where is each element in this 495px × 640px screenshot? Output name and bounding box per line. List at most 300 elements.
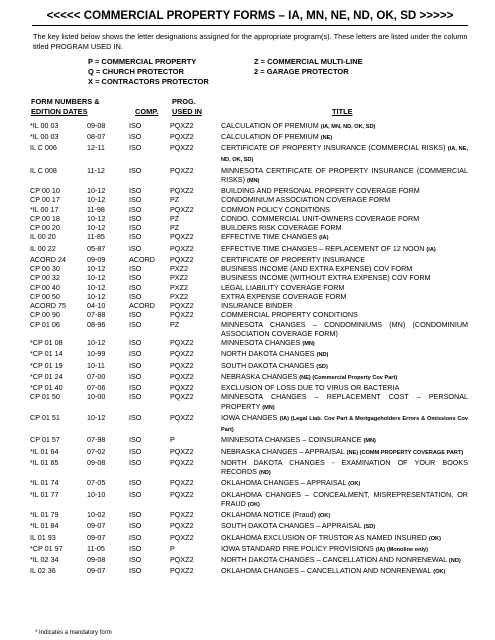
form-title-text: COMMON POLICY CONDITIONS (221, 204, 330, 214)
company: ISO (129, 282, 142, 292)
edition-date: 08-96 (87, 319, 106, 329)
table-row (32, 273, 468, 282)
table-row (32, 521, 468, 532)
table-row (32, 244, 468, 255)
program-used-in: PQXZ2 (170, 349, 194, 359)
form-title (221, 186, 468, 195)
program-used-in: PQXZ2 (170, 254, 194, 264)
program-used-in: PQXZ2 (170, 555, 194, 565)
edition-date: 10-00 (87, 392, 106, 402)
form-number: *IL 00 03 (30, 120, 59, 130)
form-title (221, 447, 468, 458)
form-title (221, 555, 468, 566)
form-title-text: OKLAHOMA CHANGES – CONCEALMENT, MISREPRESENTATION, OR FRAUD (221, 489, 468, 508)
program-used-in: PXZ2 (170, 264, 188, 274)
form-title-text: CONDO. COMMERCIAL UNIT-OWNERS COVERAGE FORM (221, 213, 420, 223)
form-title (221, 166, 468, 187)
state-note: (MN) (262, 404, 275, 411)
edition-date: 05-87 (87, 243, 106, 253)
form-title-text: OKLAHOMA EXCLUSION OF TRUSTOR AS NAMED INSURED (221, 532, 427, 542)
header-form-numbers: FORM NUMBERS & (31, 96, 100, 106)
form-title-text: EFFECTIVE TIME CHANGES (221, 232, 318, 242)
form-number: *IL 01 74 (30, 478, 59, 488)
header-prog: PROG. (172, 96, 196, 106)
state-note: (IA) (426, 246, 436, 253)
program-used-in: P (170, 435, 175, 445)
form-number: CP 00 17 (30, 195, 60, 205)
table-row (32, 510, 468, 521)
form-title (221, 435, 468, 446)
table-row (32, 338, 468, 349)
edition-date: 10-12 (87, 223, 106, 233)
company: ISO (129, 566, 142, 576)
form-title (221, 338, 468, 349)
table-row (32, 383, 468, 392)
state-note: (ND) (258, 470, 271, 477)
company: ISO (129, 319, 142, 329)
form-title (221, 255, 468, 264)
table-row (32, 255, 468, 264)
form-title (221, 301, 468, 310)
form-title (221, 521, 468, 532)
table-row (32, 413, 468, 436)
state-note: (SD) (316, 363, 328, 370)
state-note: (IA) (Monoline only) (375, 546, 429, 553)
state-note: (ND) (316, 352, 329, 359)
legend-2: 2 = GARAGE PROTECTOR (254, 66, 349, 76)
legend-z: Z = COMMERCIAL MULTI-LINE (254, 56, 363, 66)
form-title-text: SOUTH DAKOTA CHANGES (221, 360, 315, 370)
header-comp: COMP. (135, 106, 159, 116)
table-row (32, 566, 468, 577)
program-used-in: PXZ2 (170, 291, 188, 301)
program-used-in: PQXZ2 (170, 521, 194, 531)
form-title (221, 132, 468, 143)
program-used-in: PZ (170, 195, 180, 205)
form-title-text: IOWA STANDARD FIRE POLICY PROVISIONS (221, 543, 374, 553)
edition-date: 11-85 (87, 232, 105, 242)
form-title-text: BUSINESS INCOME (AND EXTRA EXPENSE) COV FORM (221, 264, 413, 274)
company: ISO (129, 213, 142, 223)
company: ISO (129, 291, 142, 301)
form-title-text: OKLAHOMA NOTICE (Fraud) (221, 510, 317, 520)
form-number: *IL 01 79 (30, 510, 59, 520)
form-title-text: CONDOMINIUM ASSOCIATION COVERAGE FORM (221, 195, 391, 205)
edition-date: 09-08 (87, 555, 106, 565)
form-title-text: LEGAL LIABILITY COVERAGE FORM (221, 282, 345, 292)
form-title (221, 273, 468, 282)
program-used-in: PQXZ2 (170, 510, 194, 520)
form-number: CP 00 10 (30, 186, 60, 196)
form-number: *IL 01 77 (30, 489, 59, 499)
table-row (32, 223, 468, 232)
state-note: (IA) (319, 235, 329, 242)
state-note: (OK) (428, 535, 441, 542)
edition-date: 10-12 (87, 264, 106, 274)
edition-date: 09-07 (87, 521, 106, 531)
form-number: CP 00 32 (30, 273, 60, 283)
form-title (221, 392, 468, 413)
form-title (221, 566, 468, 577)
form-title (221, 361, 468, 372)
form-title (221, 372, 468, 383)
form-title (221, 544, 468, 555)
company: ISO (129, 243, 142, 253)
form-title (221, 490, 468, 511)
edition-date: 10-12 (87, 412, 106, 422)
form-title (221, 223, 468, 232)
company: ISO (129, 165, 142, 175)
form-title-text: NORTH DAKOTA CHANGES - EXAMINATION OF YOUR BOOKS RECORDS (221, 457, 468, 477)
form-title-text: EXCLUSION OF LOSS DUE TO VIRUS OR BACTERIA (221, 383, 400, 393)
table-row (32, 320, 468, 339)
table-row (32, 555, 468, 566)
company: ISO (129, 457, 142, 467)
state-note: (NE) (Commercial Property Cov Part) (299, 374, 398, 381)
form-title (221, 320, 468, 339)
form-title (221, 292, 468, 301)
table-row (32, 205, 468, 214)
edition-date: 09-09 (87, 254, 106, 264)
company: ISO (129, 371, 142, 381)
edition-date: 10-99 (87, 349, 106, 359)
form-title-text: MINNESOTA CHANGES – REPLACEMENT COST – PERSONAL PROPERTY (221, 392, 468, 411)
form-title-text: OKLAHOMA CHANGES – APPRAISAL (221, 478, 347, 488)
program-used-in: P (170, 543, 175, 553)
form-number: *CP 01 14 (30, 349, 63, 359)
form-title-text: CERTIFICATE OF PROPERTY INSURANCE (COMMERCIAL RISKS) (221, 143, 446, 153)
edition-date: 10-12 (87, 186, 106, 196)
form-title-text: NEBRASKA CHANGES – APPRAISAL (221, 446, 345, 456)
legend-x: X = CONTRACTORS PROTECTOR (88, 76, 209, 86)
table-row (32, 264, 468, 273)
program-used-in: PQXZ2 (170, 360, 194, 370)
title-divider (32, 25, 468, 26)
form-number: CP 00 18 (30, 213, 60, 223)
program-used-in: PQXZ2 (170, 143, 194, 153)
edition-date: 10-02 (87, 510, 106, 520)
forms-table (32, 121, 468, 578)
table-row (32, 132, 468, 143)
program-used-in: PQXZ2 (170, 131, 194, 141)
state-note: (OK) (247, 501, 260, 508)
company: ISO (129, 131, 142, 141)
edition-date: 07-05 (87, 478, 106, 488)
table-row (32, 310, 468, 319)
form-number: *IL 00 03 (30, 131, 59, 141)
state-note: (ND) (448, 558, 461, 565)
state-note: (IA) (Legal Liab. Cov Part & Mortgageholders Errors & Omissions Cov Part) (221, 415, 469, 434)
form-title-text: BUSINESS INCOME (WITHOUT EXTRA EXPENSE) COV FORM (221, 273, 431, 283)
form-title (221, 205, 468, 214)
form-title-text: IOWA CHANGES (221, 412, 278, 422)
edition-date: 09-07 (87, 532, 106, 542)
table-row (32, 372, 468, 383)
program-used-in: PXZ2 (170, 273, 188, 283)
edition-date: 08-07 (87, 131, 106, 141)
company: ISO (129, 338, 142, 348)
table-row (32, 533, 468, 544)
company: ISO (129, 383, 142, 393)
form-title (221, 121, 468, 132)
program-used-in: PQXZ2 (170, 446, 194, 456)
state-note: (MN) (302, 341, 315, 348)
form-number: IL 00 22 (30, 243, 56, 253)
state-note: (MN) (363, 438, 376, 445)
legend-p: P = COMMERCIAL PROPERTY (88, 56, 197, 66)
table-row (32, 458, 468, 479)
edition-date: 09-08 (87, 457, 106, 467)
program-used-in: PQXZ2 (170, 383, 194, 393)
form-title (221, 458, 468, 479)
program-used-in: PQXZ2 (170, 532, 194, 542)
form-title (221, 283, 468, 292)
form-title-text: EXTRA EXPENSE COVERAGE FORM (221, 291, 347, 301)
form-title (221, 413, 468, 436)
company: ISO (129, 555, 142, 565)
table-row (32, 490, 468, 511)
program-used-in: PQXZ2 (170, 165, 194, 175)
form-number: *CP 01 40 (30, 383, 63, 393)
form-title (221, 195, 468, 204)
state-note: (OK) (318, 513, 331, 520)
program-used-in: PZ (170, 213, 180, 223)
state-note: (OK) (348, 481, 361, 488)
header-used-in: USED IN (172, 106, 202, 116)
table-row (32, 292, 468, 301)
table-row (32, 301, 468, 310)
form-title-text: MINNESOTA CHANGES – CONDOMINIUMS (MN) (CONDOMINIUM ASSOCIATION COVERAGE FORM) (221, 319, 468, 338)
form-title (221, 143, 468, 166)
forms-page (32, 8, 468, 578)
form-title (221, 244, 468, 255)
company: ISO (129, 204, 142, 214)
edition-date: 07-98 (87, 435, 106, 445)
company: ISO (129, 392, 142, 402)
header-edition-dates: EDITION DATES (31, 106, 88, 116)
form-number: *IL 01 65 (30, 457, 59, 467)
form-title-text: NEBRASKA CHANGES (221, 371, 298, 381)
form-number: ACORD 75 (30, 301, 66, 311)
company: ISO (129, 435, 142, 445)
table-row (32, 478, 468, 489)
form-title-text: OKLAHOMA CHANGES – CANCELLATION AND NONRENEWAL (221, 566, 432, 576)
program-used-in: PQXZ2 (170, 489, 194, 499)
program-used-in: PQXZ2 (170, 457, 194, 467)
form-title-text: MINNESOTA CHANGES – COINSURANCE (221, 435, 362, 445)
form-number: CP 01 51 (30, 412, 60, 422)
program-used-in: PZ (170, 319, 180, 329)
form-title (221, 264, 468, 273)
form-number: *CP 01 24 (30, 371, 63, 381)
program-used-in: PQXZ2 (170, 243, 194, 253)
edition-date: 07-88 (87, 310, 106, 320)
form-title (221, 510, 468, 521)
column-headers (32, 97, 468, 121)
program-used-in: PZ (170, 223, 180, 233)
table-row (32, 232, 468, 243)
company: ISO (129, 412, 142, 422)
form-number: *CP 01 19 (30, 360, 63, 370)
form-number: IL 00 20 (30, 232, 56, 242)
edition-date: 09-08 (87, 120, 106, 130)
company: ISO (129, 543, 142, 553)
state-note: (NE) (COMM PROPERTY COVERAGE PART) (346, 449, 464, 456)
company: ISO (129, 360, 142, 370)
form-title-text: BUILDERS RISK COVERAGE FORM (221, 223, 342, 233)
edition-date: 10-12 (87, 195, 106, 205)
edition-date: 09-07 (87, 566, 106, 576)
edition-date: 10-12 (87, 282, 106, 292)
form-number: *CP 01 08 (30, 338, 63, 348)
form-number: IL 02 36 (30, 566, 56, 576)
form-title (221, 232, 468, 243)
form-title (221, 310, 468, 319)
edition-date: 12-11 (87, 143, 105, 153)
edition-date: 11-98 (87, 204, 105, 214)
state-note: (SD) (363, 524, 376, 531)
edition-date: 10-12 (87, 273, 106, 283)
company: ISO (129, 489, 142, 499)
company: ISO (129, 510, 142, 520)
form-title-text: MINNESOTA CHANGES (221, 338, 301, 348)
company: ISO (129, 120, 142, 130)
company: ISO (129, 446, 142, 456)
table-row (32, 435, 468, 446)
form-title-text: CERTIFICATE OF PROPERTY INSURANCE (221, 254, 366, 264)
program-used-in: PQXZ2 (170, 186, 194, 196)
form-number: CP 00 20 (30, 223, 60, 233)
form-title-text: CALCULATION OF PREMIUM (221, 131, 319, 141)
edition-date: 10-11 (87, 360, 105, 370)
table-row (32, 121, 468, 132)
program-used-in: PQXZ2 (170, 392, 194, 402)
state-note: (IA, NE, ND, OK, SD) (221, 146, 469, 164)
form-number: *IL 01 84 (30, 521, 59, 531)
edition-date: 11-12 (87, 165, 105, 175)
edition-date: 10-12 (87, 338, 106, 348)
program-used-in: PQXZ2 (170, 338, 194, 348)
program-legend (32, 57, 468, 88)
form-number: CP 00 50 (30, 291, 60, 301)
form-title (221, 214, 468, 223)
edition-date: 10-12 (87, 291, 106, 301)
state-note: (OK) (433, 569, 446, 576)
edition-date: 07-06 (87, 383, 106, 393)
footnote: * Indicates a mandatory form (35, 630, 112, 636)
form-number: *IL 02 34 (30, 555, 59, 565)
form-title (221, 349, 468, 360)
program-used-in: PQXZ2 (170, 478, 194, 488)
table-row (32, 214, 468, 223)
company: ISO (129, 310, 142, 320)
program-used-in: PQXZ2 (170, 301, 194, 311)
header-title: TITLE (332, 106, 353, 116)
form-number: *IL 01 64 (30, 446, 59, 456)
program-used-in: PQXZ2 (170, 566, 194, 576)
edition-date: 10-12 (87, 213, 106, 223)
company: ISO (129, 349, 142, 359)
form-title-text: NORTH DAKOTA CHANGES – CANCELLATION AND NONRENEWAL (221, 555, 447, 565)
edition-date: 04-10 (87, 301, 106, 311)
edition-date: 07-02 (87, 446, 106, 456)
page-title: <<<<< COMMERCIAL PROPERTY FORMS – IA, MN, NE, ND, OK, SD >>>>> (46, 9, 454, 22)
state-note: (NE) (320, 134, 333, 141)
company: ISO (129, 186, 142, 196)
intro-paragraph: The key listed below shows the letter designations assigned for the appropriate program(s). These letters are listed under the column titled PROGRAM USED IN. (33, 32, 468, 52)
company: ISO (129, 143, 142, 153)
company: ISO (129, 195, 142, 205)
edition-date: 10-10 (87, 489, 106, 499)
program-used-in: PXZ2 (170, 282, 188, 292)
program-used-in: PQXZ2 (170, 204, 194, 214)
form-title-text: BUILDING AND PERSONAL PROPERTY COVERAGE FORM (221, 186, 420, 196)
form-title-text: MINNESOTA CERTIFICATE OF PROPERTY INSURANCE (COMMERCIAL RISKS) (221, 165, 468, 184)
company: ACORD (129, 301, 155, 311)
program-used-in: PQXZ2 (170, 412, 194, 422)
table-row (32, 349, 468, 360)
table-row (32, 392, 468, 413)
form-title (221, 383, 468, 392)
form-number: IL 01 93 (30, 532, 56, 542)
company: ISO (129, 521, 142, 531)
form-number: *CP 01 97 (30, 543, 63, 553)
program-used-in: PQXZ2 (170, 310, 194, 320)
table-row (32, 361, 468, 372)
company: ISO (129, 232, 142, 242)
form-title-text: EFFECTIVE TIME CHANGES – REPLACEMENT OF 12 NOON (221, 243, 425, 253)
form-title-text: INSURANCE BINDER (221, 301, 293, 311)
form-number: ACORD 24 (30, 254, 66, 264)
form-title (221, 478, 468, 489)
form-title-text: COMMERCIAL PROPERTY CONDITIONS (221, 310, 358, 320)
table-row (32, 186, 468, 195)
form-number: *IL 00 17 (30, 204, 59, 214)
form-title-text: SOUTH DAKOTA CHANGES – APPRAISAL (221, 521, 362, 531)
form-number: CP 00 90 (30, 310, 60, 320)
form-number: IL C 008 (30, 165, 57, 175)
table-row (32, 166, 468, 187)
table-row (32, 544, 468, 555)
company: ISO (129, 223, 142, 233)
company: ACORD (129, 254, 155, 264)
table-row (32, 195, 468, 204)
program-used-in: PQXZ2 (170, 120, 194, 130)
legend-q: Q = CHURCH PROTECTOR (88, 66, 184, 76)
table-row (32, 143, 468, 166)
form-number: CP 01 57 (30, 435, 60, 445)
edition-date: 07-00 (87, 371, 106, 381)
company: ISO (129, 264, 142, 274)
company: ISO (129, 273, 142, 283)
form-number: CP 00 30 (30, 264, 60, 274)
form-title-text: CALCULATION OF PREMIUM (221, 120, 319, 130)
form-title-text: NORTH DAKOTA CHANGES (221, 349, 315, 359)
program-used-in: PQXZ2 (170, 371, 194, 381)
form-number: CP 01 06 (30, 319, 60, 329)
table-row (32, 447, 468, 458)
state-note: (MN) (246, 177, 260, 184)
program-used-in: PQXZ2 (170, 232, 194, 242)
edition-date: 11-05 (87, 543, 105, 553)
form-number: CP 00 40 (30, 282, 60, 292)
company: ISO (129, 478, 142, 488)
form-number: IL C 006 (30, 143, 57, 153)
state-note: (IA, MN, ND, OK, SD) (320, 123, 376, 130)
company: ISO (129, 532, 142, 542)
form-title (221, 533, 468, 544)
form-number: CP 01 50 (30, 392, 60, 402)
